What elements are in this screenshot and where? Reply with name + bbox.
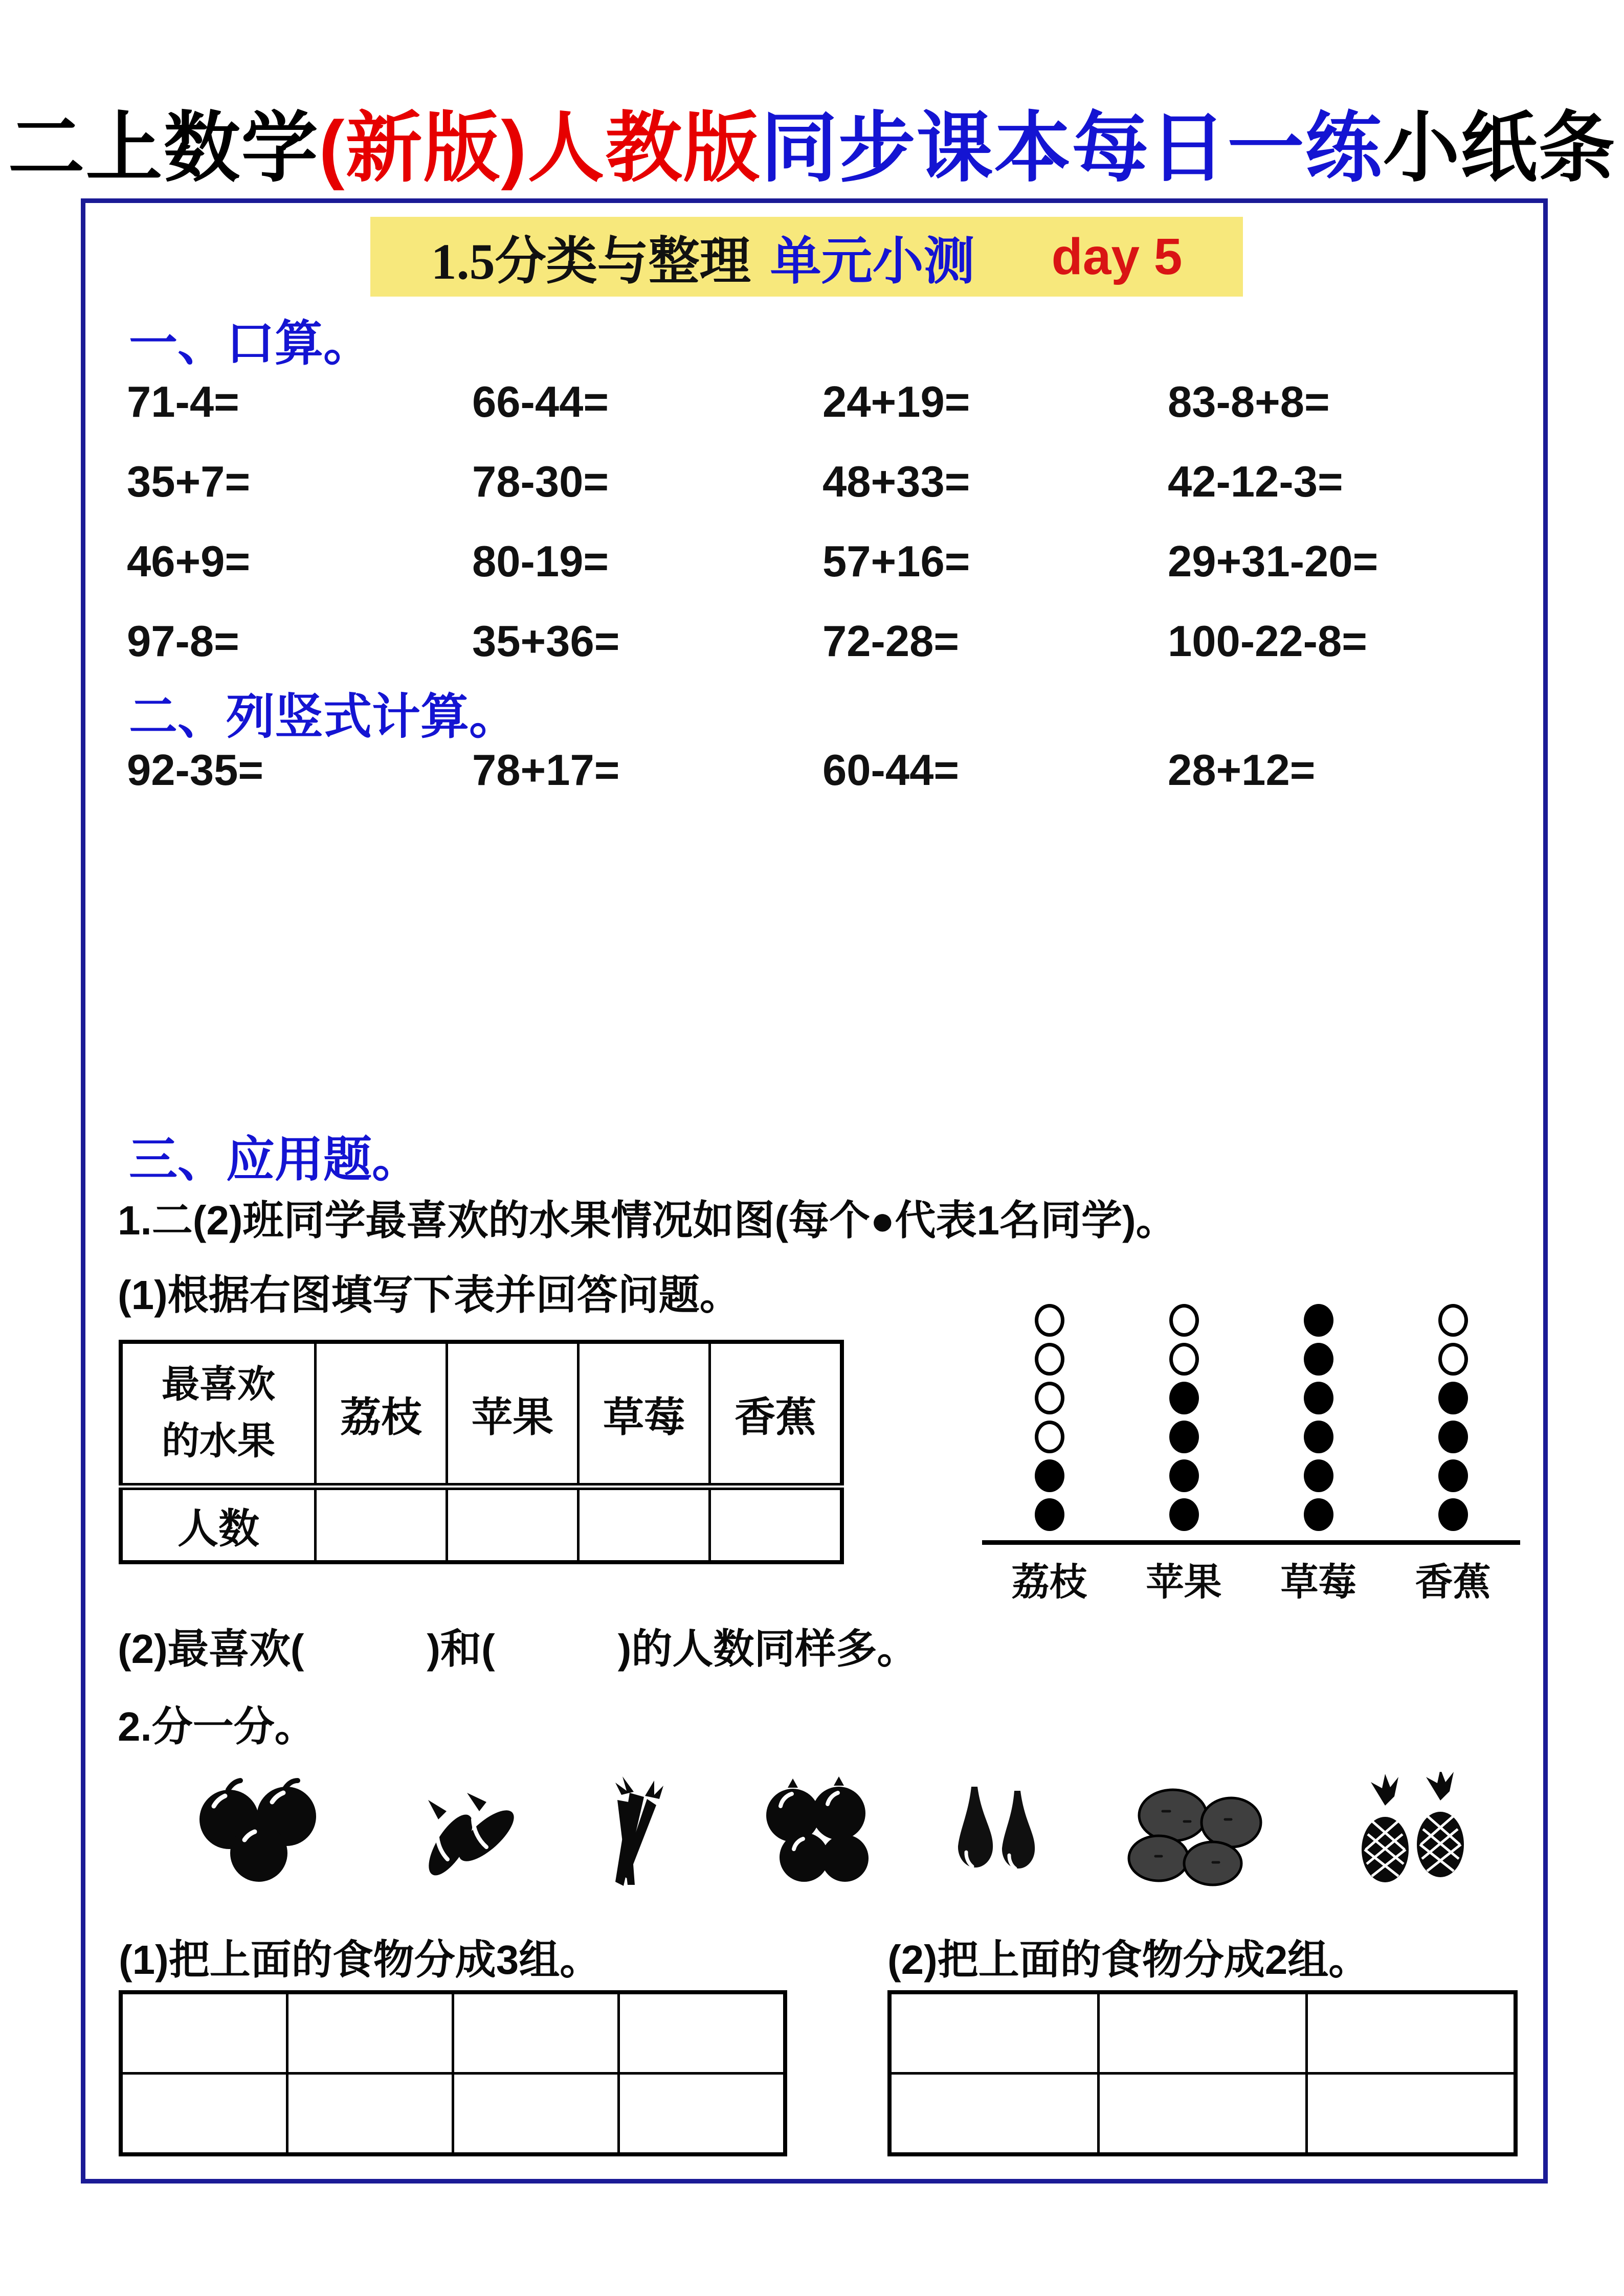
oral-problem: 35+7= bbox=[127, 458, 251, 506]
section-2-heading: 二、列竖式计算。 bbox=[129, 690, 518, 744]
title-segment-subject: 二上数学 bbox=[8, 105, 319, 191]
group3-cell bbox=[453, 1992, 619, 2074]
filled-dot-icon bbox=[1304, 1498, 1333, 1531]
page-title bbox=[0, 86, 1624, 196]
chart-labels bbox=[982, 1552, 1520, 1606]
oral-problem: 80-19= bbox=[472, 537, 609, 586]
dot-column-banana bbox=[1438, 1304, 1468, 1531]
section-3-heading: 三、应用题。 bbox=[129, 1133, 421, 1187]
empty-dot-icon bbox=[1438, 1304, 1468, 1337]
oral-problem: 100-22-8= bbox=[1168, 617, 1367, 666]
vertical-calc-row bbox=[127, 747, 1457, 795]
oral-problem: 35+36= bbox=[472, 617, 620, 666]
banner-unit-label: 1.5分类与整理 bbox=[431, 233, 751, 290]
empty-dot-icon bbox=[1035, 1343, 1064, 1376]
filled-dot-icon bbox=[1438, 1421, 1468, 1453]
filled-dot-icon bbox=[1035, 1498, 1064, 1531]
empty-dot-icon bbox=[1035, 1421, 1064, 1453]
answer-cell-lychee bbox=[316, 1487, 447, 1562]
vertical-calc-problem: 78+17= bbox=[472, 746, 620, 795]
vertical-calc-problem: 28+12= bbox=[1168, 746, 1316, 795]
group3-cell bbox=[619, 2074, 786, 2155]
empty-dot-icon bbox=[1035, 1304, 1064, 1337]
filled-dot-icon bbox=[1438, 1459, 1468, 1492]
pineapple-group-icon bbox=[1345, 1772, 1478, 1895]
title-segment-publisher: 人教版 bbox=[527, 105, 761, 191]
potato-group-icon bbox=[1111, 1774, 1275, 1892]
q1-text: 1.二(2)班同学最喜欢的水果情况如图(每个●代表1名同学)。 bbox=[118, 1198, 1177, 1243]
filled-dot-icon bbox=[1035, 1459, 1064, 1492]
q2-text: 2.分一分。 bbox=[118, 1704, 316, 1749]
title-segment-series: 同步课本每日一练 bbox=[761, 105, 1383, 191]
group2-cell bbox=[889, 1992, 1099, 2074]
group3-cell bbox=[121, 2074, 287, 2155]
chart-baseline bbox=[982, 1540, 1520, 1545]
empty-dot-icon bbox=[1169, 1343, 1199, 1376]
fruit-header-apple: 苹果 bbox=[447, 1342, 579, 1487]
fruit-pictograph bbox=[982, 1304, 1520, 1606]
filled-dot-icon bbox=[1304, 1421, 1333, 1453]
answer-cell-apple bbox=[447, 1487, 579, 1562]
group2-cell bbox=[1099, 1992, 1307, 2074]
q1-sub1-text: (1)根据右图填写下表并回答问题。 bbox=[118, 1272, 741, 1318]
filled-dot-icon bbox=[1169, 1421, 1199, 1453]
table-corner-cell bbox=[121, 1342, 316, 1487]
oral-problems-grid bbox=[127, 378, 1457, 666]
oral-problem: 72-28= bbox=[822, 617, 960, 666]
q1-sub2-text: (2)最喜欢( )和( )的人数同样多。 bbox=[118, 1626, 918, 1672]
chart-label-lychee: 荔枝 bbox=[1011, 1562, 1087, 1604]
pictograph-columns bbox=[982, 1304, 1520, 1531]
group3-table bbox=[119, 1990, 787, 2156]
answer-cell-banana bbox=[710, 1487, 842, 1562]
group3-cell bbox=[287, 2074, 453, 2155]
empty-dot-icon bbox=[1169, 1304, 1199, 1337]
filled-dot-icon bbox=[1169, 1498, 1199, 1531]
corner-line1: 最喜欢 bbox=[162, 1364, 275, 1406]
filled-dot-icon bbox=[1304, 1382, 1333, 1414]
group3-cell bbox=[287, 1992, 453, 2074]
title-segment-edition: (新版) bbox=[319, 105, 528, 191]
onion-group-icon bbox=[757, 1774, 875, 1892]
group2-cell bbox=[889, 2074, 1099, 2155]
people-count-label: 人数 bbox=[121, 1487, 316, 1562]
pear-group-icon bbox=[945, 1774, 1042, 1892]
oral-problem: 57+16= bbox=[822, 537, 970, 586]
filled-dot-icon bbox=[1304, 1304, 1333, 1337]
filled-dot-icon bbox=[1169, 1382, 1199, 1414]
corner-line2: 的水果 bbox=[162, 1421, 275, 1462]
group2-cell bbox=[1307, 1992, 1516, 2074]
eggplant-group-icon bbox=[408, 1774, 515, 1892]
group3-cell bbox=[453, 2074, 619, 2155]
section-1-heading: 一、口算。 bbox=[129, 317, 372, 371]
dot-column-lychee bbox=[1035, 1304, 1064, 1531]
carrot-group-icon bbox=[585, 1774, 687, 1892]
tomato-group-icon bbox=[184, 1774, 338, 1892]
group2-cell bbox=[1099, 2074, 1307, 2155]
group2-cell bbox=[1307, 2074, 1516, 2155]
group3-caption: (1)把上面的食物分成3组。 bbox=[119, 1937, 601, 1983]
chart-label-banana: 香蕉 bbox=[1415, 1562, 1491, 1604]
answer-cell-strawberry bbox=[579, 1487, 710, 1562]
oral-problem: 66-44= bbox=[472, 378, 609, 426]
filled-dot-icon bbox=[1304, 1459, 1333, 1492]
oral-problem: 97-8= bbox=[127, 617, 239, 666]
vertical-calc-problem: 60-44= bbox=[822, 746, 960, 795]
fruit-header-lychee: 荔枝 bbox=[316, 1342, 447, 1487]
vertical-calc-problem: 92-35= bbox=[127, 746, 264, 795]
fruit-survey-table bbox=[119, 1340, 844, 1564]
food-row bbox=[184, 1769, 1478, 1897]
empty-dot-icon bbox=[1035, 1382, 1064, 1414]
oral-problem: 46+9= bbox=[127, 537, 251, 586]
filled-dot-icon bbox=[1438, 1382, 1468, 1414]
group2-caption: (2)把上面的食物分成2组。 bbox=[887, 1937, 1370, 1983]
oral-problem: 42-12-3= bbox=[1168, 458, 1343, 506]
dot-column-strawberry bbox=[1304, 1304, 1333, 1531]
empty-dot-icon bbox=[1438, 1343, 1468, 1376]
filled-dot-icon bbox=[1304, 1343, 1333, 1376]
oral-problem: 24+19= bbox=[822, 378, 970, 426]
oral-problem: 48+33= bbox=[822, 458, 970, 506]
banner-day-label: day 5 bbox=[1051, 228, 1183, 285]
chart-label-apple: 苹果 bbox=[1146, 1562, 1222, 1604]
title-segment-suffix: 小纸条 bbox=[1383, 105, 1616, 191]
oral-problem: 78-30= bbox=[472, 458, 609, 506]
group2-table bbox=[887, 1990, 1518, 2156]
oral-problem: 71-4= bbox=[127, 378, 239, 426]
unit-banner bbox=[370, 217, 1243, 297]
banner-test-label: 单元小测 bbox=[770, 233, 975, 290]
oral-problem: 83-8+8= bbox=[1168, 378, 1330, 426]
group3-cell bbox=[619, 1992, 786, 2074]
dot-column-apple bbox=[1169, 1304, 1199, 1531]
fruit-header-banana: 香蕉 bbox=[710, 1342, 842, 1487]
fruit-header-strawberry: 草莓 bbox=[579, 1342, 710, 1487]
filled-dot-icon bbox=[1438, 1498, 1468, 1531]
oral-problem: 29+31-20= bbox=[1168, 537, 1378, 586]
group3-cell bbox=[121, 1992, 287, 2074]
filled-dot-icon bbox=[1169, 1459, 1199, 1492]
chart-label-strawberry: 草莓 bbox=[1280, 1562, 1356, 1604]
